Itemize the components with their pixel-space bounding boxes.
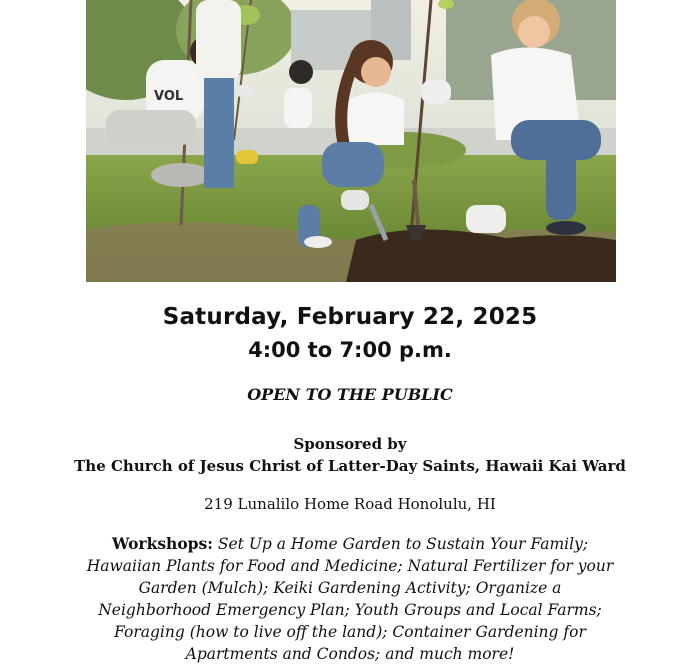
event-date: Saturday, February 22, 2025	[162, 304, 538, 330]
workshops-label: Workshops:	[111, 534, 213, 553]
children-planting-trees-illustration	[86, 0, 616, 282]
hero-photo	[86, 0, 616, 282]
shirt-text: VOL	[154, 89, 184, 104]
workshops-paragraph	[82, 533, 618, 665]
sponsor-name: The Church of Jesus Christ of Latter-Day Saints, Hawaii Kai Ward	[74, 457, 626, 475]
sponsor-heading: Sponsored by	[293, 435, 407, 453]
open-to-public-notice: OPEN TO THE PUBLIC	[247, 385, 453, 404]
event-address: 219 Lunalilo Home Road Honolulu, HI	[204, 495, 496, 513]
event-time: 4:00 to 7:00 p.m.	[248, 338, 452, 362]
workshops-list: Set Up a Home Garden to Sustain Your Family; Hawaiian Plants for Food and Medicine; Natural Fertilizer for your Garden (Mulch); Keiki Gardening Activity; Organize a Neighborhood Emergency Plan; Youth Groups and Local Farms; Foraging (how to live off the land); Container Gardening for Apartments and Condos; and much more!	[86, 535, 614, 663]
